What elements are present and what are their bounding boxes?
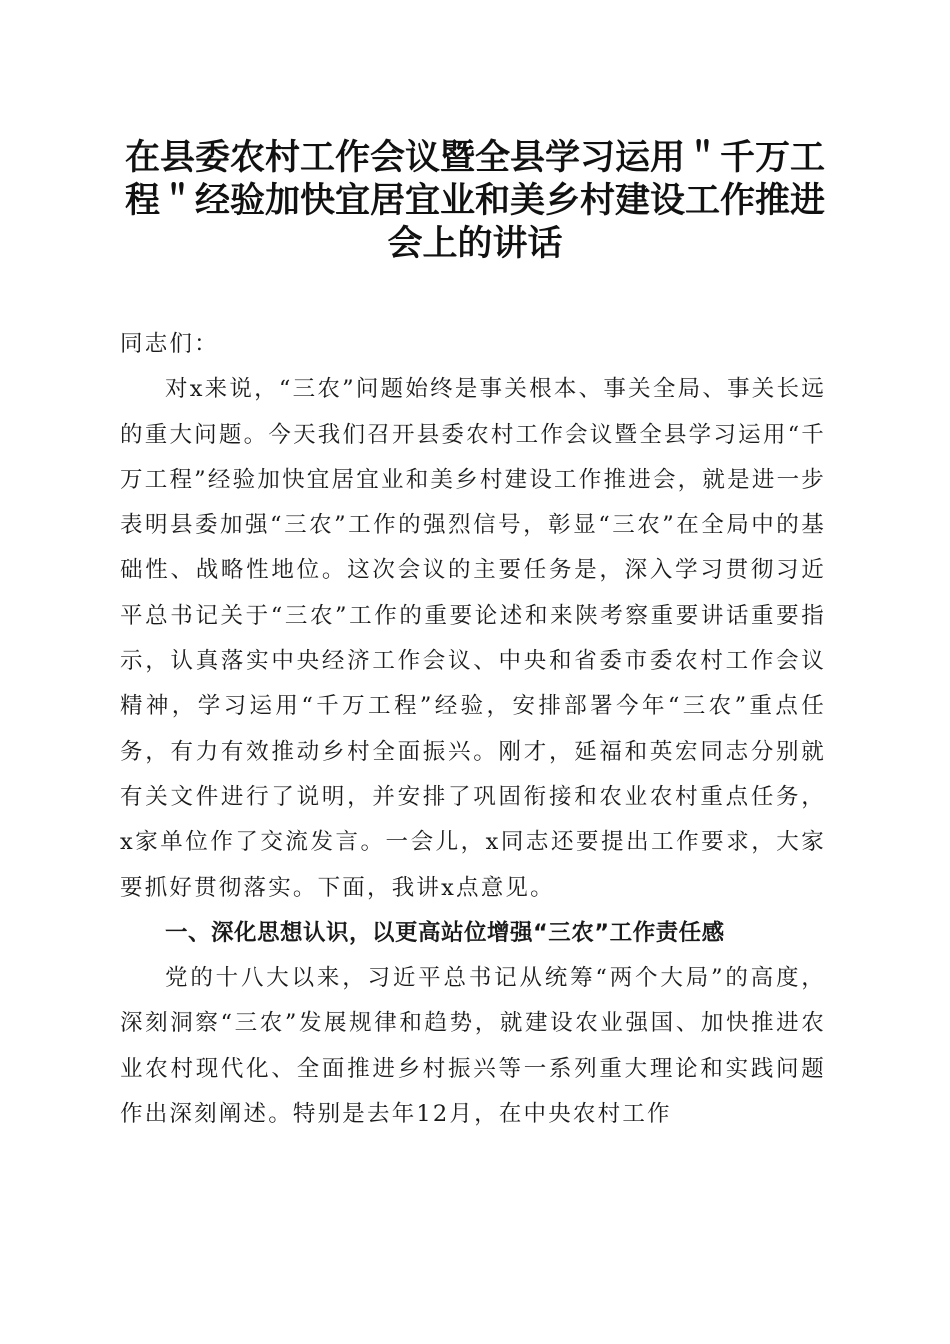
intro-paragraph: 对x来说，“三农”问题始终是事关根本、事关全局、事关长远的重大问题。今天我们召开县委农村工作会议暨全县学习运用“千万工程”经验加快宜居宜业和美乡村建设工作推进会，就是进一步表明县委加强“三农”工作的强烈信号，彰显“三农”在全局中的基础性、战略性地位。这次会议的主要任务是，深入学习贯彻习近平总书记关于“三农”工作的重要论述和来陕考察重要讲话重要指示，认真落实中央经济工作会议、中央和省委市委农村工作会议精神，学习运用“千万工程”经验，安排部署今年“三农”重点任务，有力有效推动乡村全面振兴。刚才，延福和英宏同志分别就有关文件进行了说明，并安排了巩固衔接和农业农村重点任务，x家单位作了交流发言。一会儿，x同志还要提出工作要求，大家要抓好贯彻落实。下面，我讲x点意见。 xyxy=(120,376,826,901)
salutation: 同志们： xyxy=(120,331,219,357)
section-paragraph: 党的十八大以来，习近平总书记从统筹“两个大局”的高度，深刻洞察“三农”发展规律和趋势，就建设农业强国、加快推进农业农村现代化、全面推进乡村振兴等一系列重大理论和实践问题作出深刻阐述。特别是去年12月，在中央农村工作 xyxy=(120,965,826,1128)
document-title: 在县委农村工作会议暨全县学习运用＂千万工程＂经验加快宜居宜业和美乡村建设工作推进会上的讲话 xyxy=(124,137,825,264)
document-body xyxy=(120,322,826,1137)
section-heading: 一、深化思想认识，以更高站位增强“三农”工作责任感 xyxy=(165,919,725,946)
